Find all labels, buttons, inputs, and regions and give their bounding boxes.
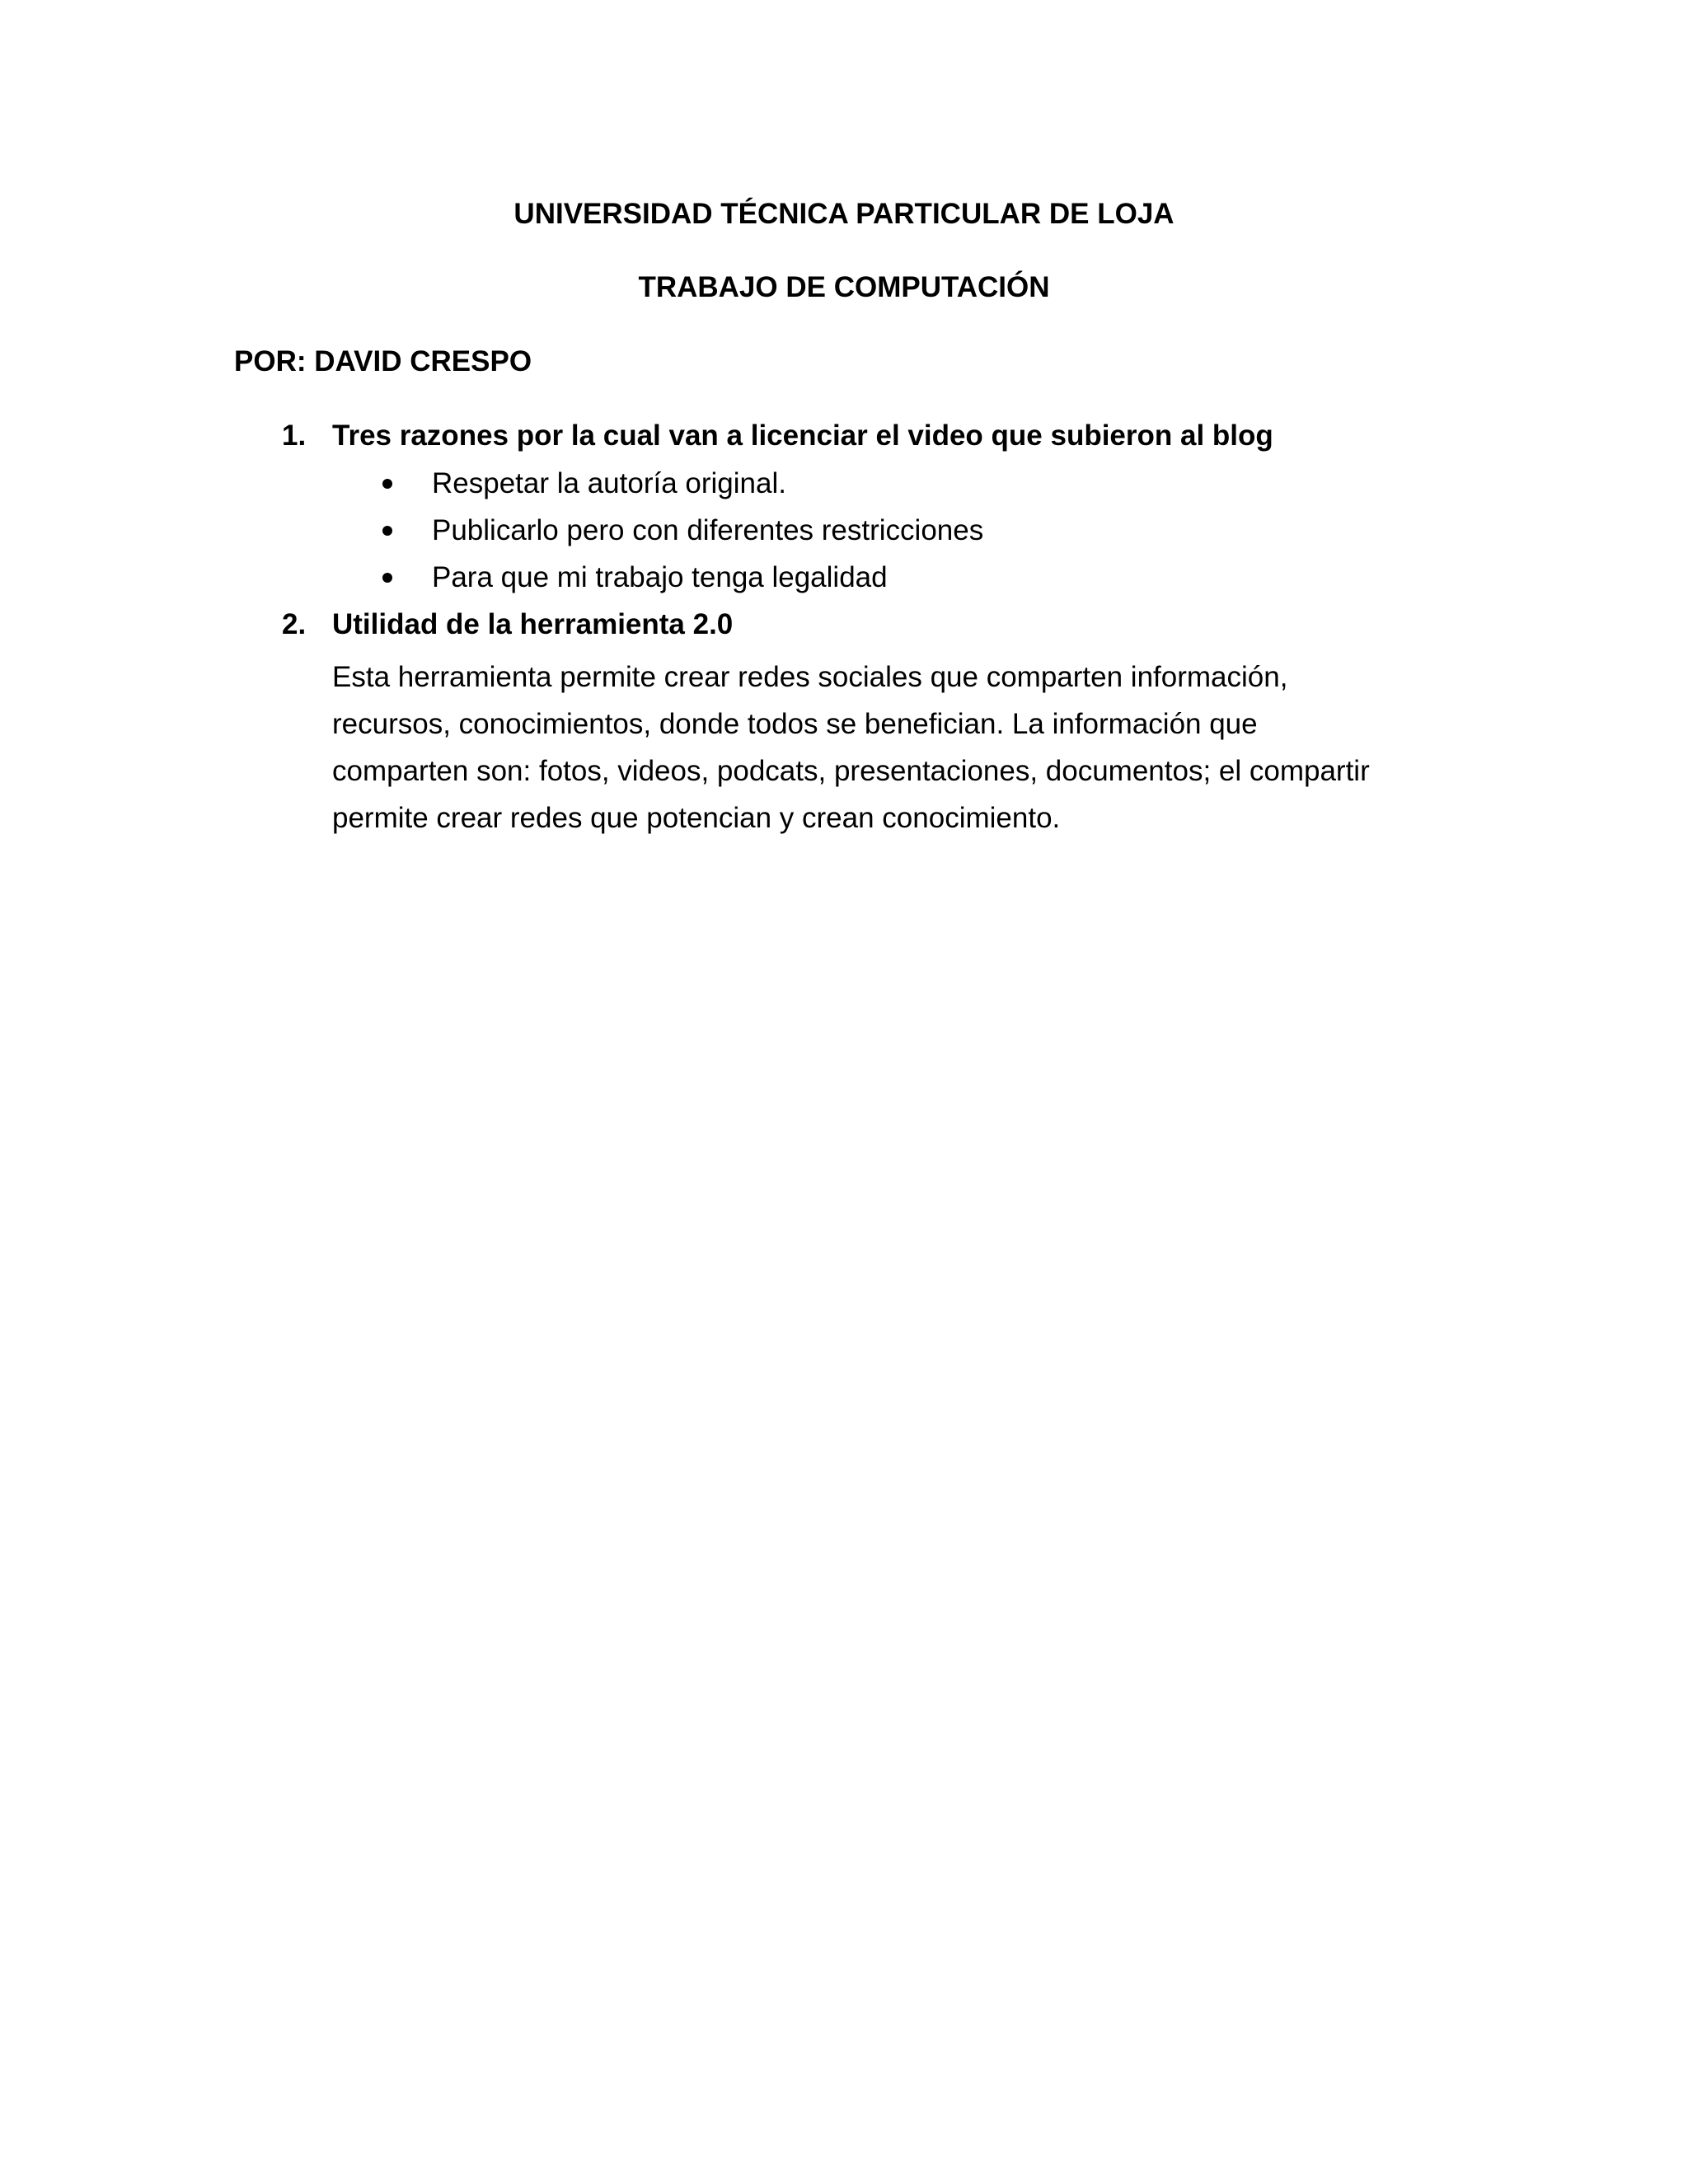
- question-2-number: 2.: [282, 608, 307, 640]
- paragraph-line: Esta herramienta permite crear redes sociales que comparten información,: [332, 661, 1288, 693]
- bullet-text: Publicarlo pero con diferentes restricciones: [432, 514, 984, 546]
- question-2-paragraph: [332, 654, 1486, 841]
- bullet-icon: [382, 479, 392, 489]
- bullet-icon: [382, 573, 392, 583]
- assignment-title: TRABAJO DE COMPUTACIÓN: [638, 271, 1050, 303]
- author-line: POR: DAVID CRESPO: [234, 345, 532, 377]
- question-2-title: Utilidad de la herramienta 2.0: [332, 608, 734, 640]
- bullet-text: Respetar la autoría original.: [432, 467, 786, 499]
- university-title: UNIVERSIDAD TÉCNICA PARTICULAR DE LOJA: [513, 198, 1175, 230]
- paragraph-line: permite crear redes que potencian y crean conocimiento.: [332, 802, 1061, 834]
- bullet-text: Para que mi trabajo tenga legalidad: [432, 561, 888, 593]
- question-1-title: Tres razones por la cual van a licenciar el video que subieron al blog: [332, 419, 1273, 452]
- bullet-icon: [382, 526, 392, 536]
- paragraph-line: comparten son: fotos, videos, podcats, presentaciones, documentos; el compartir: [332, 755, 1370, 787]
- paragraph-line: recursos, conocimientos, donde todos se benefician. La información que: [332, 708, 1258, 740]
- question-1-number: 1.: [282, 419, 307, 452]
